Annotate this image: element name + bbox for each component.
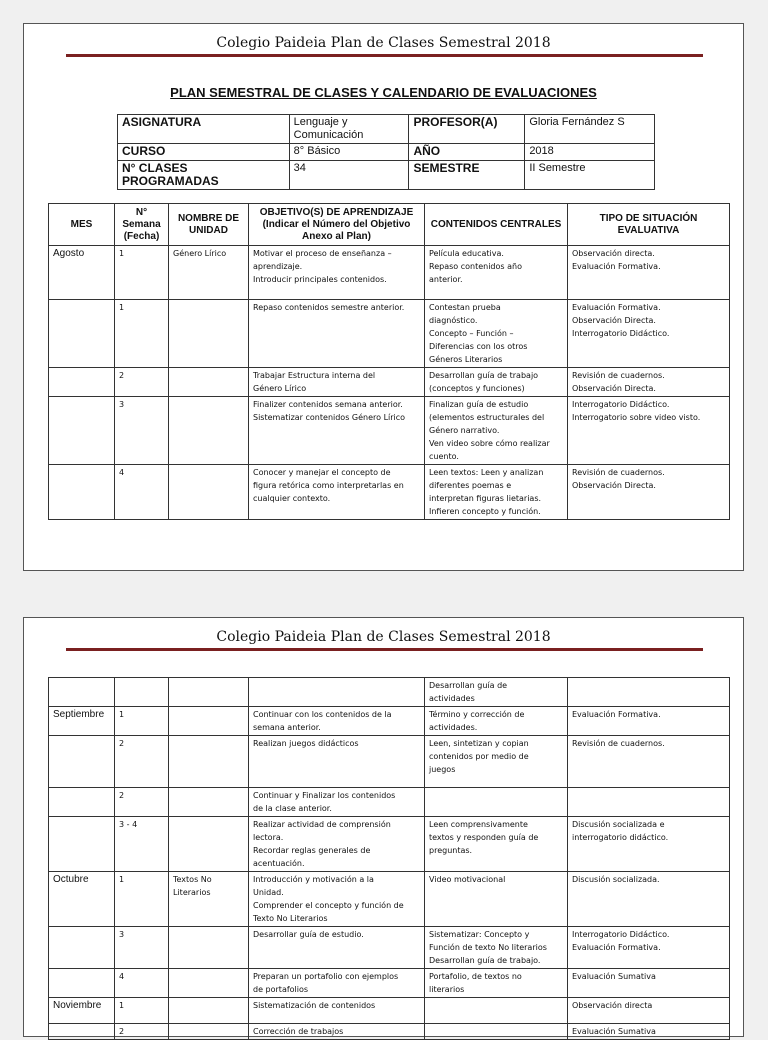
cell-tipo: Evaluación Sumativa (568, 1024, 730, 1040)
cell-unidad (169, 368, 249, 397)
header-rule (66, 648, 703, 651)
cell-semana: 3 - 4 (115, 817, 169, 872)
cell-mes (49, 397, 115, 465)
cell-contenidos: Video motivacional (425, 872, 568, 927)
cell-semana: 2 (115, 368, 169, 397)
header-title: Colegio Paideia Plan de Clases Semestral 2018 (216, 35, 551, 51)
cell-objetivo: Preparan un portafolio con ejemplos de portafolios (249, 969, 425, 998)
cell-tipo: Discusión socializada. (568, 872, 730, 927)
table-row (49, 246, 730, 300)
table-row (49, 678, 730, 707)
cell-unidad (169, 736, 249, 788)
anio-label: AÑO (409, 144, 525, 161)
cell-objetivo: Continuar y Finalizar los contenidos de la clase anterior. (249, 788, 425, 817)
cell-contenidos: Portafolio, de textos no literarios (425, 969, 568, 998)
col-header-semana: N° Semana (Fecha) (115, 204, 169, 246)
cell-objetivo: Conocer y manejar el concepto de figura retórica como interpretarlas en cualquier contexto. (249, 465, 425, 520)
table-row (49, 969, 730, 998)
cell-contenidos: Finalizan guía de estudio (elementos estructurales del Género narrativo. Ven video sobre cómo realizar cuento. (425, 397, 568, 465)
table-row (49, 788, 730, 817)
cell-objetivo: Desarrollar guía de estudio. (249, 927, 425, 969)
cell-mes: Septiembre (49, 707, 115, 736)
cell-mes: Noviembre (49, 998, 115, 1024)
cell-semana: 3 (115, 927, 169, 969)
cell-contenidos: Película educativa. Repaso contenidos año anterior. (425, 246, 568, 300)
cell-unidad (169, 788, 249, 817)
table-row (49, 736, 730, 788)
cell-objetivo: Introducción y motivación a la Unidad. Comprender el concepto y función de Texto No Literarios (249, 872, 425, 927)
cell-contenidos: Término y corrección de actividades. (425, 707, 568, 736)
cell-unidad (169, 300, 249, 368)
table-row (49, 927, 730, 969)
cell-semana: 2 (115, 736, 169, 788)
cell-mes (49, 300, 115, 368)
cell-semana: 1 (115, 998, 169, 1024)
info-table (117, 114, 655, 190)
table-row (49, 707, 730, 736)
document-page-1 (23, 23, 744, 571)
cell-semana: 1 (115, 872, 169, 927)
cell-unidad: Género Lírico (169, 246, 249, 300)
cell-unidad (169, 707, 249, 736)
cell-semana: 1 (115, 707, 169, 736)
cell-unidad (169, 927, 249, 969)
cell-mes (49, 969, 115, 998)
cell-unidad (169, 397, 249, 465)
cell-mes (49, 678, 115, 707)
cell-semana: 3 (115, 397, 169, 465)
asignatura-label: ASIGNATURA (118, 115, 290, 144)
cell-tipo: Interrogatorio Didáctico. Interrogatorio sobre video visto. (568, 397, 730, 465)
cell-contenidos: Leen, sintetizan y copian contenidos por medio de juegos (425, 736, 568, 788)
cell-mes (49, 465, 115, 520)
semestre-label: SEMESTRE (409, 161, 525, 190)
cell-objetivo (249, 678, 425, 707)
cell-contenidos: Contestan prueba diagnóstico. Concepto – Función – Diferencias con los otros Géneros Literarios (425, 300, 568, 368)
cell-contenidos (425, 788, 568, 817)
cell-tipo: Observación directa (568, 998, 730, 1024)
cell-semana: 1 (115, 300, 169, 368)
table-row (49, 465, 730, 520)
cell-contenidos: Desarrollan guía de trabajo (conceptos y funciones) (425, 368, 568, 397)
table-row (49, 817, 730, 872)
cell-unidad (169, 1024, 249, 1040)
clases-value: 34 (289, 161, 409, 190)
curso-label: CURSO (118, 144, 290, 161)
cell-contenidos: Sistematizar: Concepto y Función de texto No literarios Desarrollan guía de trabajo. (425, 927, 568, 969)
plan-table-page-2 (48, 677, 730, 1040)
cell-tipo (568, 788, 730, 817)
cell-unidad: Textos No Literarios (169, 872, 249, 927)
cell-mes: Octubre (49, 872, 115, 927)
plan-title: PLAN SEMESTRAL DE CLASES Y CALENDARIO DE EVALUACIONES (170, 85, 597, 100)
cell-objetivo: Sistematización de contenidos (249, 998, 425, 1024)
semestre-value: II Semestre (525, 161, 655, 190)
cell-tipo: Evaluación Formativa. (568, 707, 730, 736)
cell-semana: 2 (115, 788, 169, 817)
table-row (49, 998, 730, 1024)
cell-contenidos (425, 1024, 568, 1040)
plan-table-body-1 (49, 246, 730, 520)
cell-mes (49, 927, 115, 969)
cell-objetivo: Motivar el proceso de enseñanza – aprendizaje. Introducir principales contenidos. (249, 246, 425, 300)
cell-mes (49, 736, 115, 788)
cell-tipo: Revisión de cuadernos. Observación Directa. (568, 368, 730, 397)
cell-unidad (169, 817, 249, 872)
asignatura-value: Lenguaje y Comunicación (289, 115, 409, 144)
header-title: Colegio Paideia Plan de Clases Semestral 2018 (216, 629, 551, 645)
cell-tipo: Evaluación Formativa. Observación Directa. Interrogatorio Didáctico. (568, 300, 730, 368)
col-header-objetivo: OBJETIVO(S) DE APRENDIZAJE (Indicar el Número del Objetivo Anexo al Plan) (249, 204, 425, 246)
cell-semana: 4 (115, 465, 169, 520)
table-row (49, 300, 730, 368)
cell-contenidos: Desarrollan guía de actividades (425, 678, 568, 707)
col-header-mes: MES (49, 204, 115, 246)
profesor-value: Gloria Fernández S (525, 115, 655, 144)
cell-contenidos (425, 998, 568, 1024)
cell-objetivo: Corrección de trabajos (249, 1024, 425, 1040)
cell-tipo: Interrogatorio Didáctico. Evaluación Formativa. (568, 927, 730, 969)
document-page-2 (23, 617, 744, 1037)
header-rule (66, 54, 703, 57)
cell-semana: 4 (115, 969, 169, 998)
col-header-contenidos: CONTENIDOS CENTRALES (425, 204, 568, 246)
table-row (49, 397, 730, 465)
table-row (49, 1024, 730, 1040)
anio-value: 2018 (525, 144, 655, 161)
plan-table-page-1 (48, 203, 730, 520)
cell-unidad (169, 465, 249, 520)
cell-mes (49, 788, 115, 817)
cell-objetivo: Repaso contenidos semestre anterior. (249, 300, 425, 368)
col-header-unidad: NOMBRE DE UNIDAD (169, 204, 249, 246)
cell-mes (49, 1024, 115, 1040)
cell-semana: 1 (115, 246, 169, 300)
cell-semana (115, 678, 169, 707)
cell-tipo: Evaluación Sumativa (568, 969, 730, 998)
cell-tipo: Revisión de cuadernos. Observación Directa. (568, 465, 730, 520)
table-row (49, 872, 730, 927)
plan-table-body-2 (49, 678, 730, 1040)
cell-mes (49, 817, 115, 872)
cell-tipo: Discusión socializada e interrogatorio didáctico. (568, 817, 730, 872)
cell-tipo: Revisión de cuadernos. (568, 736, 730, 788)
cell-contenidos: Leen comprensivamente textos y responden guía de preguntas. (425, 817, 568, 872)
cell-objetivo: Continuar con los contenidos de la semana anterior. (249, 707, 425, 736)
cell-unidad (169, 969, 249, 998)
cell-unidad (169, 678, 249, 707)
clases-label: N° CLASES PROGRAMADAS (118, 161, 290, 190)
cell-objetivo: Realizar actividad de comprensión lectora. Recordar reglas generales de acentuación. (249, 817, 425, 872)
cell-semana: 2 (115, 1024, 169, 1040)
cell-tipo (568, 678, 730, 707)
cell-mes: Agosto (49, 246, 115, 300)
col-header-tipo: TIPO DE SITUACIÓN EVALUATIVA (568, 204, 730, 246)
profesor-label: PROFESOR(A) (409, 115, 525, 144)
cell-unidad (169, 998, 249, 1024)
cell-tipo: Observación directa. Evaluación Formativa. (568, 246, 730, 300)
curso-value: 8° Básico (289, 144, 409, 161)
table-row (49, 368, 730, 397)
cell-objetivo: Realizan juegos didácticos (249, 736, 425, 788)
cell-objetivo: Finalizer contenidos semana anterior. Sistematizar contenidos Género Lírico (249, 397, 425, 465)
cell-objetivo: Trabajar Estructura interna del Género Lírico (249, 368, 425, 397)
cell-mes (49, 368, 115, 397)
cell-contenidos: Leen textos: Leen y analizan diferentes poemas e interpretan figuras lietarias. Infieren concepto y función. (425, 465, 568, 520)
